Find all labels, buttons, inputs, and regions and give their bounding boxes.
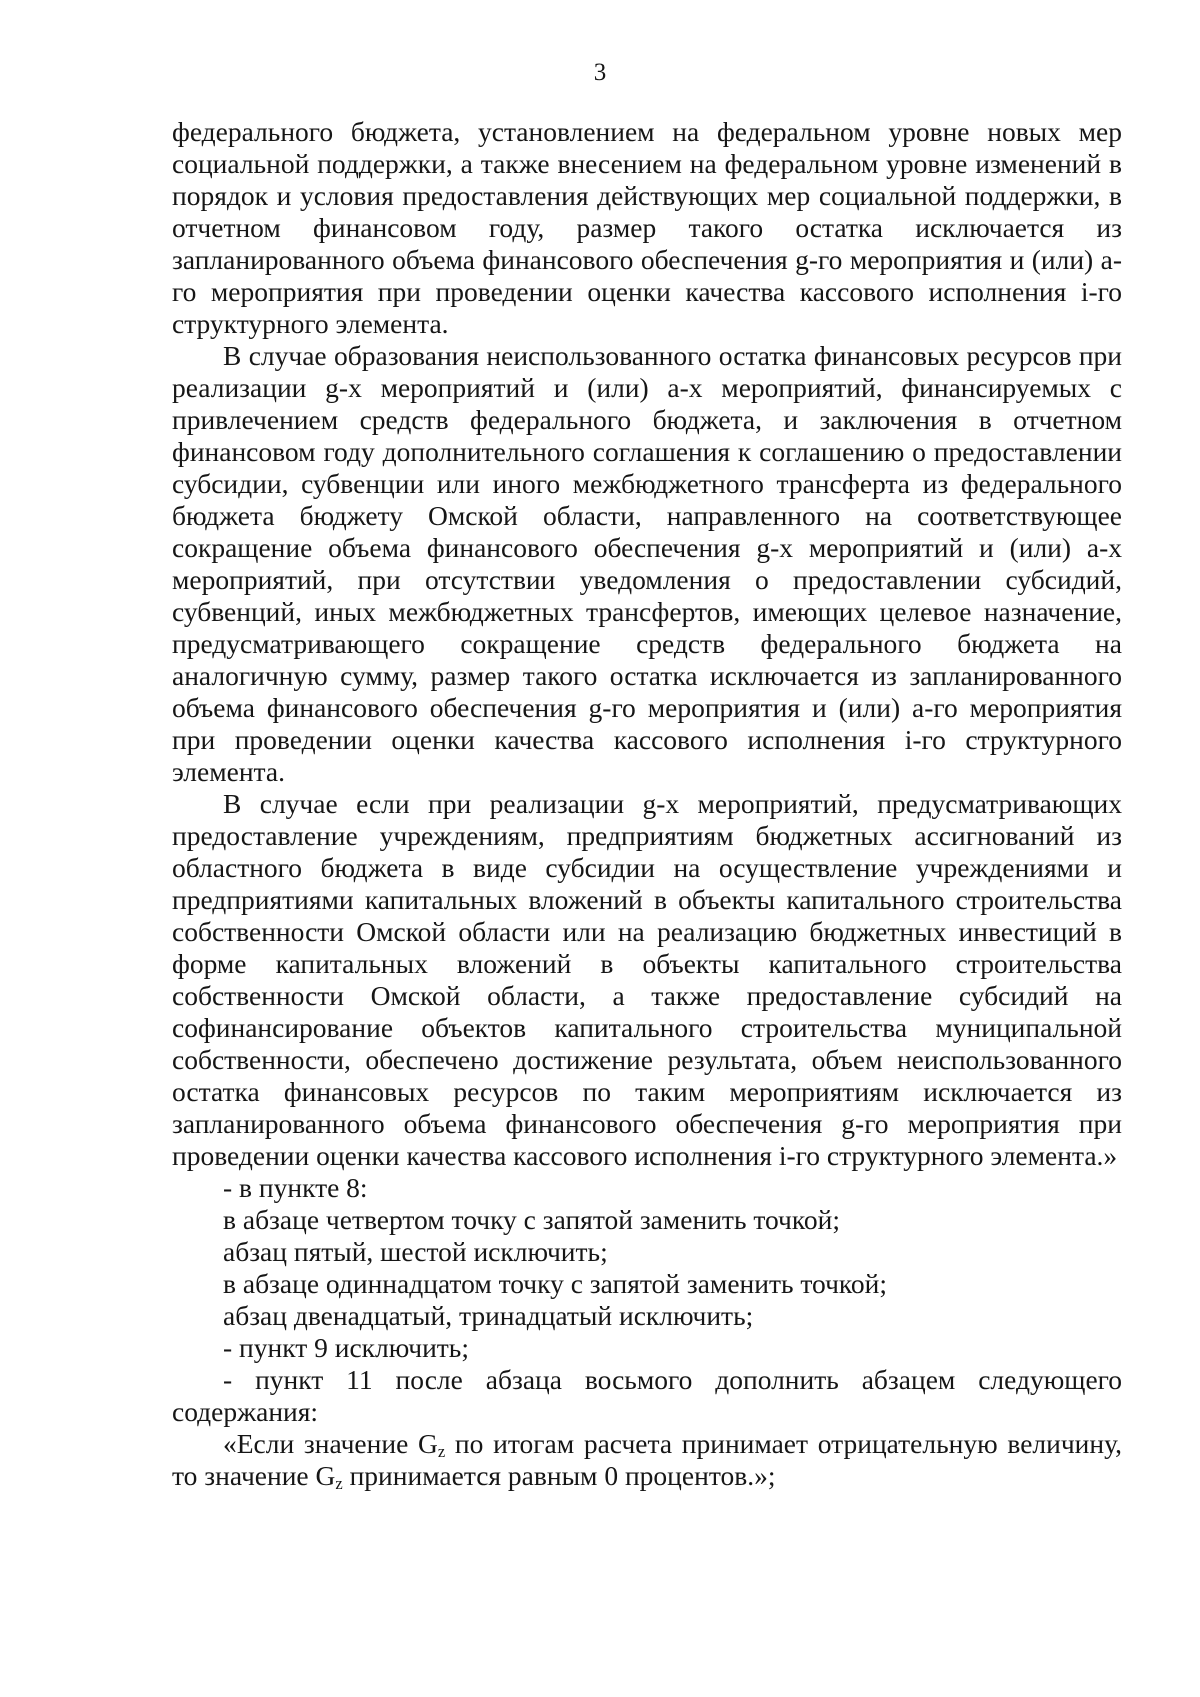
amendment-quote xyxy=(172,1428,1122,1492)
amendment-item-point-9: - пункт 9 исключить; xyxy=(223,1332,469,1363)
quote-subscript-1: z xyxy=(437,1442,446,1462)
paragraph-continuation: федерального бюджета, установлением на федеральном уровне новых мер социальной поддержки, а также внесением на федеральном уровне изменений в порядок и условия предоставления действующих мер социальной поддержки, в отчетном финансовом году, размер такого остатка исключается из запланированного объема финансового обеспечения g-го мероприятия и (или) a-го мероприятия при проведении оценки качества кассового исполнения i-го структурного элемента. xyxy=(172,116,1122,339)
amendment-item-paragraph-5-6: абзац пятый, шестой исключить; xyxy=(223,1236,608,1267)
paragraph-unused-balance-federal: В случае образования неиспользованного остатка финансовых ресурсов при реализации g-х мероприятий и (или) а-х мероприятий, финансируемых с привлечением средств федерального бюджета, и заключения в отчетном финансовом году дополнительного соглашения к соглашению о предоставлении субсидии, субвенции или иного межбюджетного трансферта из федерального бюджета бюджету Омской области, направленного на соответствующее сокращение объема финансового обеспечения g-х мероприятий и (или) а-х мероприятий, при отсутствии уведомления о предоставлении субсидий, субвенций, иных межбюджетных трансфертов, имеющих целевое назначение, предусматривающего сокращение средств федерального бюджета на аналогичную сумму, размер такого остатка исключается из запланированного объема финансового обеспечения g-го мероприятия и (или) а-го мероприятия при проведении оценки качества кассового исполнения i-го структурного элемента. xyxy=(172,340,1122,787)
quote-part-3: принимается равным 0 процентов.»; xyxy=(342,1460,776,1491)
amendment-item-paragraph-4: в абзаце четвертом точку с запятой заменить точкой; xyxy=(223,1204,840,1235)
quote-part-1: «Если значение G xyxy=(223,1428,438,1459)
amendment-item-paragraph-12-13: абзац двенадцатый, тринадцатый исключить; xyxy=(223,1300,754,1331)
quote-part-2: по итогам расчета принимает отрицательную величину, то значение G xyxy=(172,1428,1122,1491)
paragraph-capital-investments: В случае если при реализации g-х мероприятий, предусматривающих предоставление учреждениям, предприятиям бюджетных ассигнований из областного бюджета в виде субсидии на осуществление учреждениями и предприятиями капитальных вложений в объекты капитального строительства собственности Омской области или на реализацию бюджетных инвестиций в форме капитальных вложений в объекты капитального строительства собственности Омской области, а также предоставление субсидий на софинансирование объектов капитального строительства муниципальной собственности, обеспечено достижение результата, объем неиспользованного остатка финансовых ресурсов по таким мероприятиям исключается из запланированного объема финансового обеспечения g-го мероприятия при проведении оценки качества кассового исполнения i-го структурного элемента.» xyxy=(172,788,1122,1171)
amendment-item-point-11: - пункт 11 после абзаца восьмого дополнить абзацем следующего содержания: xyxy=(172,1364,1122,1427)
page-number: 3 xyxy=(593,59,607,86)
quote-subscript-2: z xyxy=(335,1474,343,1494)
amendment-item-point-8: - в пункте 8: xyxy=(223,1172,368,1203)
amendment-item-paragraph-11: в абзаце одиннадцатом точку с запятой заменить точкой; xyxy=(223,1268,888,1299)
document-body xyxy=(172,116,1122,1492)
